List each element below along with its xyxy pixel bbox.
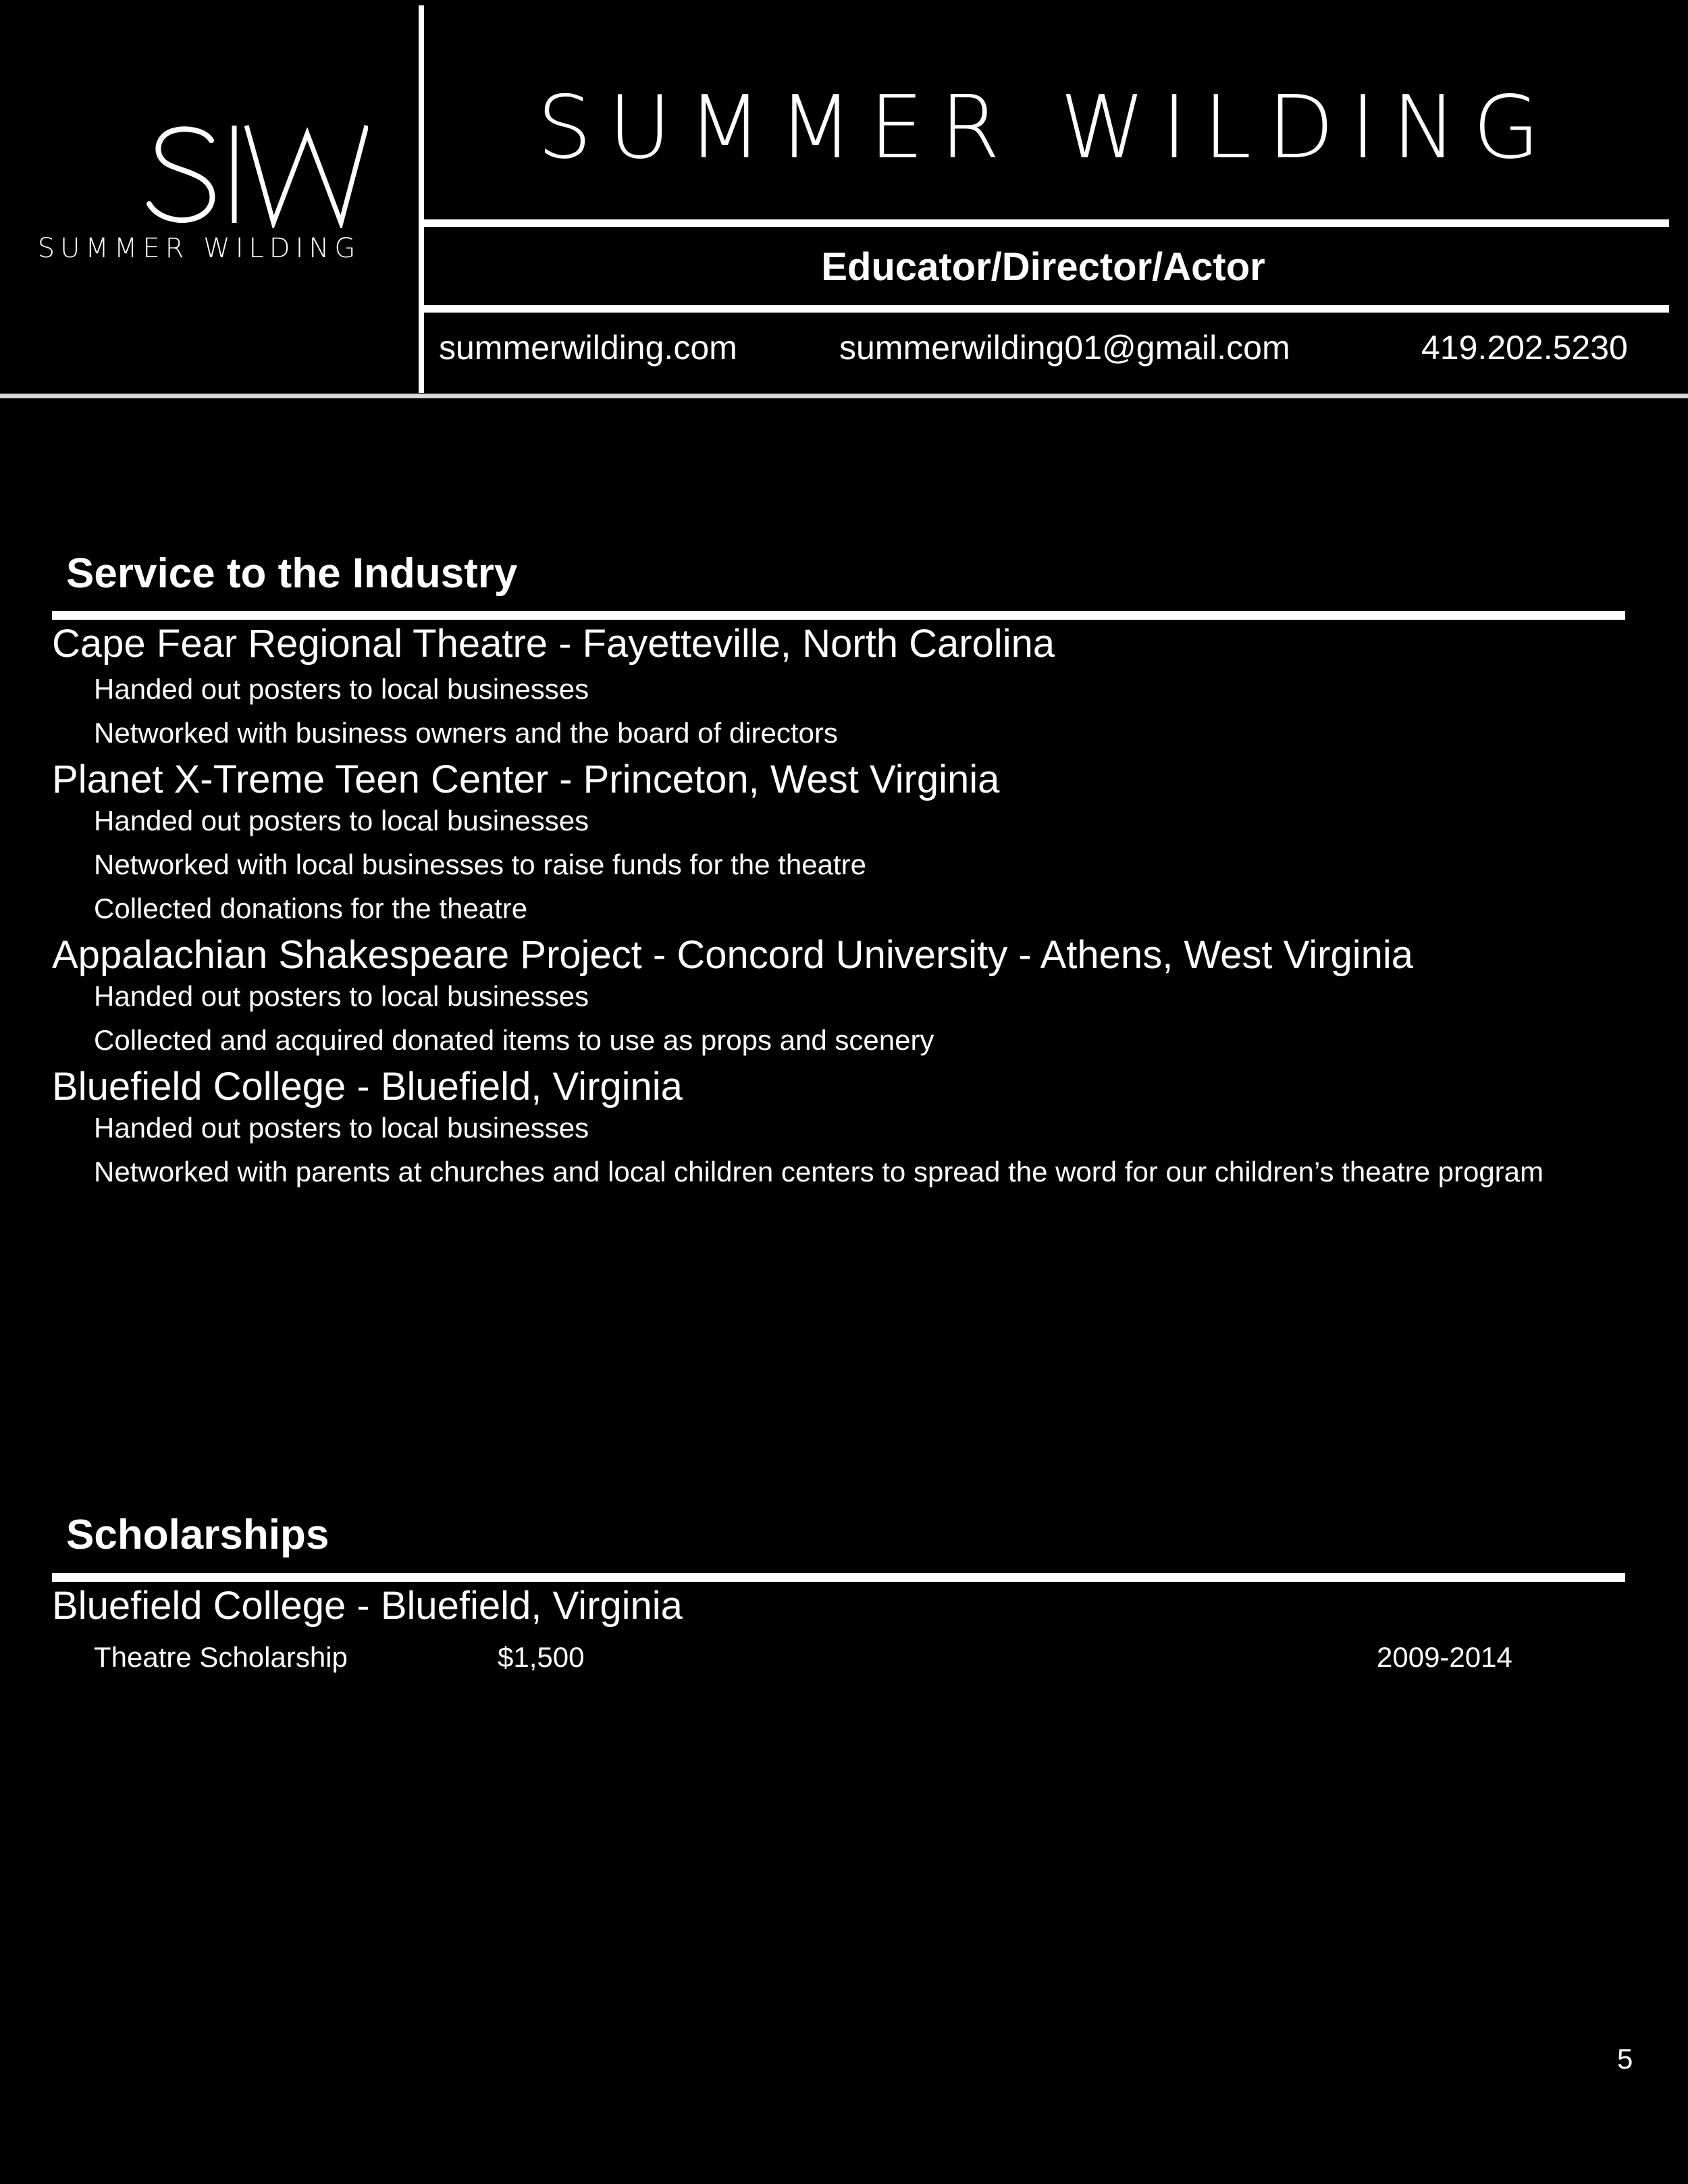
header-divider-top — [419, 219, 1669, 227]
service-list — [52, 620, 1645, 1189]
email-link[interactable]: summerwilding01@gmail.com — [839, 329, 1290, 367]
scholarship-years: 2009-2014 — [1377, 1641, 1512, 1673]
service-duty: Handed out posters to local businesses — [94, 805, 589, 836]
header-vertical-divider — [419, 5, 424, 393]
header-divider-middle — [419, 305, 1669, 313]
page-title: SUMMER WILDING — [537, 78, 1556, 178]
logo-caption: SUMMER WILDING — [37, 233, 361, 264]
phone-number[interactable]: 419.202.5230 — [1421, 329, 1628, 367]
service-duty: Networked with local businesses to raise funds for the theatre — [94, 849, 866, 880]
service-entry — [52, 931, 1645, 1057]
service-duty: Handed out posters to local businesses — [94, 673, 589, 705]
section-divider-service — [52, 611, 1625, 620]
service-org: Cape Fear Regional Theatre - Fayetteville, North Carolina — [52, 622, 1055, 666]
page-number: 5 — [1617, 2043, 1633, 2075]
website-link[interactable]: summerwilding.com — [439, 329, 737, 367]
section-title-scholarships: Scholarships — [66, 1512, 329, 1558]
service-entry — [52, 620, 1645, 750]
sw-monogram-logo — [145, 120, 368, 228]
service-duty: Networked with business owners and the board of directors — [94, 717, 838, 749]
service-duty: Networked with parents at churches and local children centers to spread the word for our children’s theatre program — [94, 1156, 1544, 1188]
section-title-service: Service to the Industry — [66, 550, 518, 597]
service-duty: Collected and acquired donated items to use as props and scenery — [94, 1024, 934, 1056]
service-duty: Handed out posters to local businesses — [94, 1112, 589, 1144]
header-divider-bottom — [0, 394, 1688, 398]
scholarship-name: Theatre Scholarship — [94, 1641, 348, 1673]
service-entry — [52, 755, 1645, 926]
service-org: Planet X-Treme Teen Center - Princeton, West Virginia — [52, 757, 1000, 801]
service-entry — [52, 1063, 1645, 1189]
section-divider-scholarships — [52, 1573, 1625, 1582]
service-duty: Collected donations for the theatre — [94, 893, 528, 924]
scholarship-list — [52, 1582, 1645, 1675]
logo — [0, 0, 419, 392]
scholarship-row — [52, 1640, 1645, 1675]
resume-header — [0, 0, 1688, 398]
service-duty: Handed out posters to local businesses — [94, 980, 589, 1012]
role-title: Educator/Director/Actor — [821, 245, 1265, 289]
service-org: Bluefield College - Bluefield, Virginia — [52, 1065, 683, 1109]
scholarship-amount: $1,500 — [498, 1641, 585, 1673]
service-org: Appalachian Shakespeare Project - Concord University - Athens, West Virginia — [52, 933, 1413, 977]
scholarship-org: Bluefield College - Bluefield, Virginia — [52, 1584, 683, 1628]
